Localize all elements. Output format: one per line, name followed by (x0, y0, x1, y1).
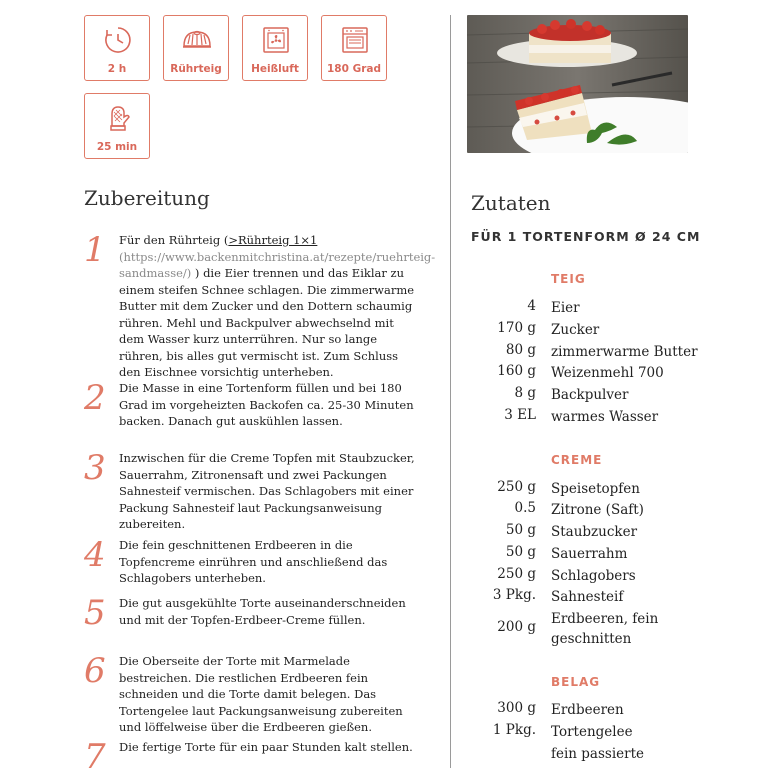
step-text: Die fein geschnittenen Erdbeeren in die Topfencreme einrühren und anschließend das Schlagobers unterheben. (119, 538, 388, 585)
step-number: 6 (84, 651, 106, 691)
info-card-bake-time (84, 93, 150, 159)
ingredient-name: fein passierte (551, 746, 645, 762)
ingredient-name: Tortengelee (551, 724, 633, 740)
info-card-label: Rührteig (170, 63, 222, 75)
ingredient-amount: 0.5 (514, 500, 536, 516)
ingredient-group-belag: BELAG (551, 675, 601, 689)
ingredient-amount: 250 g (497, 566, 536, 582)
ingredient-name: Staubzucker (551, 524, 638, 540)
oven-icon (339, 24, 371, 56)
step-text-part: ) die Eier trennen und das Eiklar zu einem steifen Schnee schlagen. Die zimmerwarme Butter mit dem Zucker und den Dottern schaumig rühren. Mehl und Backpulver abwechselnd mit dem Wasser kurz unterrühren. Nur so lange rühren, bis alles gut vermischt ist. Zum Schluss den Eischnee vorsichtig unterheben. (119, 266, 415, 379)
ingredient-amount: 160 g (497, 363, 536, 379)
step-text: Inzwischen für die Creme Topfen mit Staubzucker, Sauerrahm, Zitronensaft und zwei Packungen Sahnesteif vermischen. Das Schlagobers mit einer Packung Sahnesteif laut Packungsanweisung zubereiten. (119, 451, 415, 531)
ingredient-amount: 170 g (497, 320, 536, 336)
fan-oven-icon (260, 24, 292, 56)
ingredient-amount: 200 g (497, 619, 536, 635)
ingredient-amount: 4 (527, 298, 536, 314)
ingredient-amount: 250 g (497, 479, 536, 495)
info-card-dough (163, 15, 229, 81)
ingredient-amount: 300 g (497, 700, 536, 716)
ingredient-amount: 8 g (514, 385, 536, 401)
ingredient-name: Zucker (551, 322, 600, 338)
ingredient-name: Backpulver (551, 387, 629, 403)
clock-icon (102, 24, 134, 56)
ingredient-amount: 3 Pkg. (492, 587, 536, 603)
step-number: 1 (84, 230, 106, 270)
ingredient-amount: 3 EL (504, 407, 536, 423)
bundt-cake-icon (181, 24, 213, 56)
ingredient-amount: 50 g (505, 522, 536, 538)
step-number: 3 (84, 448, 106, 488)
step-number: 7 (84, 737, 106, 777)
ingredient-group-teig: TEIG (551, 272, 586, 286)
info-card-label: 2 h (107, 63, 127, 75)
ingredient-name: Sauerrahm (551, 546, 628, 562)
cake-photo (467, 15, 688, 153)
step-text-part: Für den Rührteig ( (119, 233, 229, 247)
ingredient-name: Speisetopfen (551, 481, 640, 497)
step-text: Die Masse in eine Tortenform füllen und bei 180 Grad im vorgeheizten Backofen ca. 25-30 Minuten backen. Danach gut auskühlen lassen. (119, 381, 414, 428)
ingredient-name: Eier (551, 300, 580, 316)
step-text (119, 232, 436, 381)
info-card-fan (242, 15, 308, 81)
ingredient-name: Erdbeeren (551, 702, 624, 718)
step-text: Die gut ausgekühlte Torte auseinanderschneiden und mit der Topfen-Erdbeer-Creme füllen. (119, 596, 406, 627)
step-number: 2 (84, 378, 106, 418)
ruehrteig-link[interactable]: >Rührteig 1×1 (228, 233, 318, 247)
step-number: 5 (84, 593, 106, 633)
info-card-label: Heißluft (251, 63, 299, 75)
info-card-label: 25 min (96, 141, 138, 153)
ingredient-group-creme: CREME (551, 453, 603, 467)
ingredient-name: warmes Wasser (551, 409, 659, 425)
ingredient-name: Zitrone (Saft) (551, 502, 644, 518)
ingredient-amount: 50 g (505, 544, 536, 560)
info-card-label: 180 Grad (327, 63, 381, 75)
serving-size: FÜR 1 TORTENFORM Ø 24 CM (471, 229, 701, 244)
ruehrteig-url: (https://www.backenmitchristina.at/rezepte/ruehrteig-sandmasse/) (119, 249, 436, 280)
ingredient-name: zimmerwarme Butter (551, 344, 698, 360)
step-text: Die Oberseite der Torte mit Marmelade bestreichen. Die restlichen Erdbeeren fein schneiden und die Torte damit belegen. Das Tortengelee laut Packungsanweisung zubereiten und löffelweise über die Erdbeeren gießen. (119, 654, 403, 734)
column-divider (450, 15, 451, 768)
ingredient-name: Erdbeeren, fein geschnitten (551, 611, 659, 647)
ingredient-amount: 1 Pkg. (492, 722, 536, 738)
step-text: Die fertige Torte für ein paar Stunden kalt stellen. (119, 740, 413, 754)
preparation-heading: Zubereitung (84, 186, 210, 210)
ingredients-heading: Zutaten (471, 191, 551, 215)
step-number: 4 (84, 535, 106, 575)
oven-mitt-icon (102, 102, 134, 134)
ingredient-name: Weizenmehl 700 (551, 365, 664, 381)
ingredient-amount: 80 g (505, 342, 536, 358)
ingredient-name: Sahnesteif (551, 589, 624, 605)
info-card-time (84, 15, 150, 81)
info-card-temperature (321, 15, 387, 81)
ingredient-name: Schlagobers (551, 568, 636, 584)
